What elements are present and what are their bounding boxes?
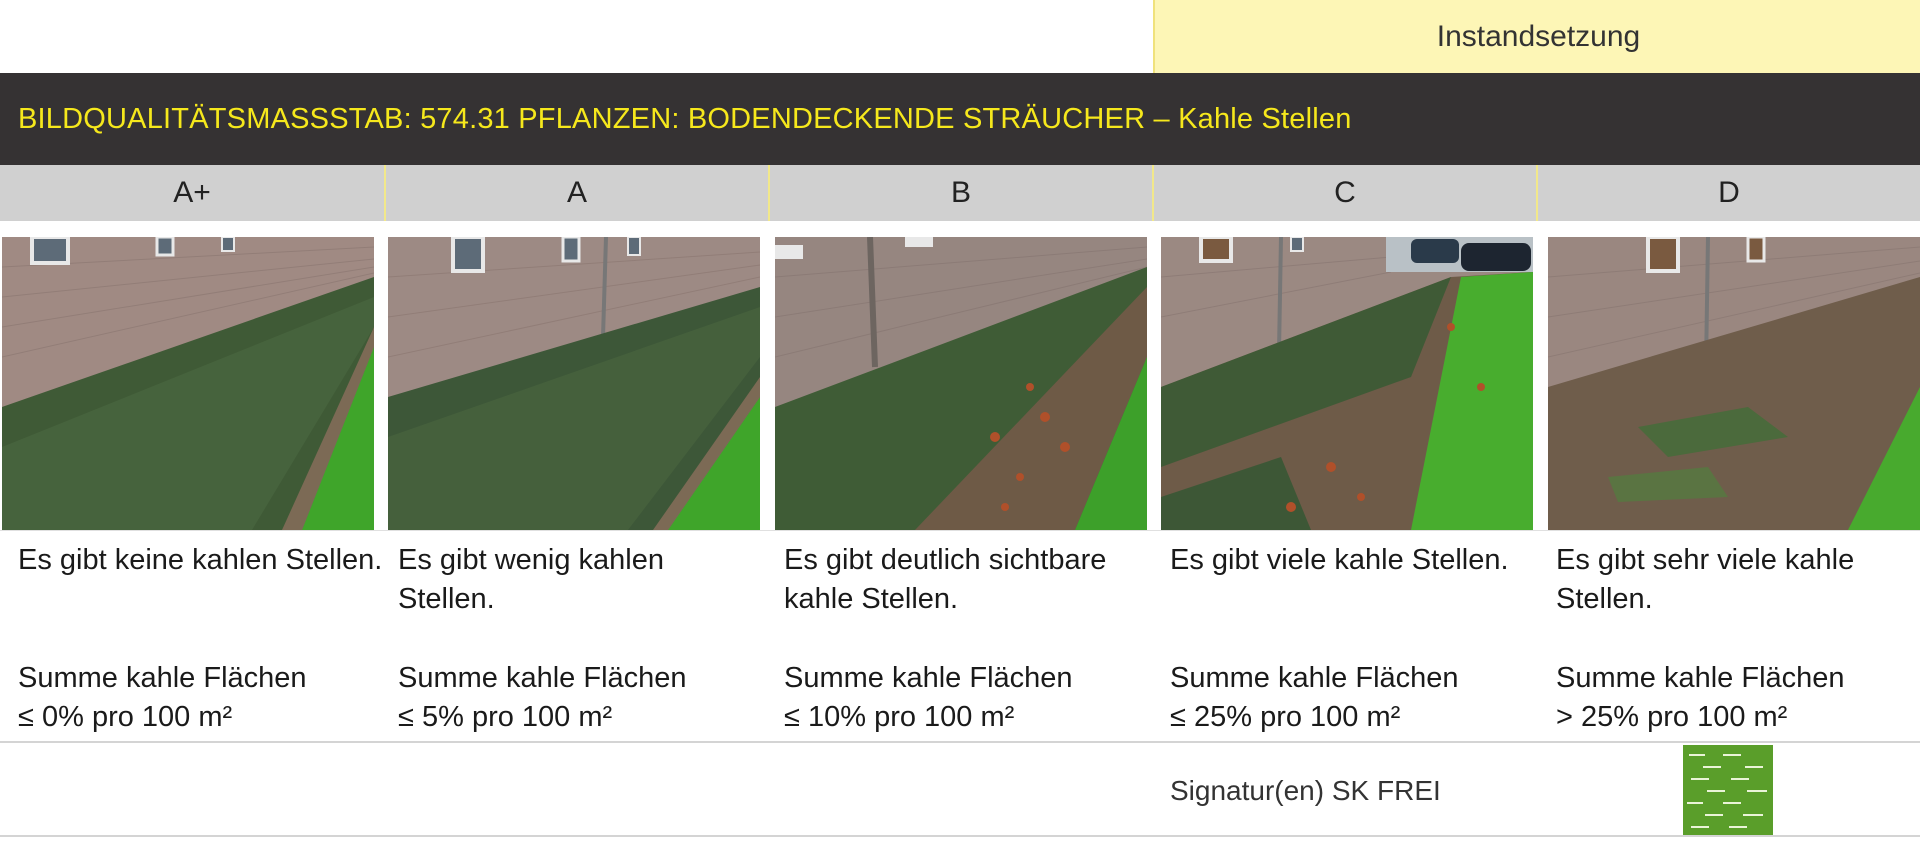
description-b (784, 541, 1124, 737)
title-bar (0, 73, 1920, 165)
groundcover-many-bare-photo (1161, 237, 1533, 530)
grade-cell-a (384, 165, 768, 221)
grade-cell-a-plus (0, 165, 384, 221)
repair-label: Instandsetzung (1436, 19, 1641, 53)
green-hatch-signature-icon (1683, 745, 1773, 835)
description-sentence: Es gibt viele kahle Stellen. (1170, 544, 1509, 576)
grade-cell-d (1536, 165, 1920, 221)
sum-label: Summe kahle Flächen (18, 662, 307, 694)
photo-row (0, 237, 1920, 530)
description-sentence: Es gibt wenig kahlen Stellen. (398, 544, 664, 615)
page-title: BILDQUALITÄTSMASSSTAB: 574.31 PFLANZEN: BODENDECKENDE STRÄUCHER – Kahle Stellen (18, 102, 1352, 135)
groundcover-few-bare-photo (388, 237, 760, 530)
sum-label: Summe kahle Flächen (1170, 662, 1459, 694)
description-row (0, 530, 1920, 743)
repair-band (1153, 0, 1920, 73)
grade-label: C (1334, 176, 1356, 209)
sum-value: ≤ 5% pro 100 m² (398, 701, 613, 733)
grade-label: A (566, 176, 587, 209)
description-d (1556, 541, 1886, 737)
sum-label: Summe kahle Flächen (1556, 662, 1845, 694)
description-a (398, 541, 698, 737)
description-sentence: Es gibt sehr viele kahle Stellen. (1556, 544, 1855, 615)
groundcover-dense-photo (2, 237, 374, 530)
groundcover-visible-bare-photo (775, 237, 1147, 530)
grade-cell-b (768, 165, 1152, 221)
signature-label: Signatur(en) SK FREI (1170, 775, 1441, 806)
grade-cell-c (1152, 165, 1536, 221)
grade-label: B (950, 176, 971, 209)
sum-value: ≤ 0% pro 100 m² (18, 701, 233, 733)
grade-header-row (0, 165, 1920, 221)
signature-row (0, 743, 1920, 837)
sum-label: Summe kahle Flächen (784, 662, 1073, 694)
description-a-plus (18, 541, 388, 737)
description-sentence: Es gibt deutlich sichtbare kahle Stellen. (784, 544, 1107, 615)
sum-label: Summe kahle Flächen (398, 662, 687, 694)
description-c (1170, 541, 1540, 737)
sum-value: > 25% pro 100 m² (1556, 701, 1788, 733)
groundcover-very-many-bare-photo (1548, 237, 1920, 530)
grade-label: D (1718, 176, 1740, 209)
sum-value: ≤ 25% pro 100 m² (1170, 701, 1401, 733)
description-sentence: Es gibt keine kahlen Stellen. (18, 544, 383, 576)
sum-value: ≤ 10% pro 100 m² (784, 701, 1015, 733)
grade-label: A+ (173, 176, 211, 209)
